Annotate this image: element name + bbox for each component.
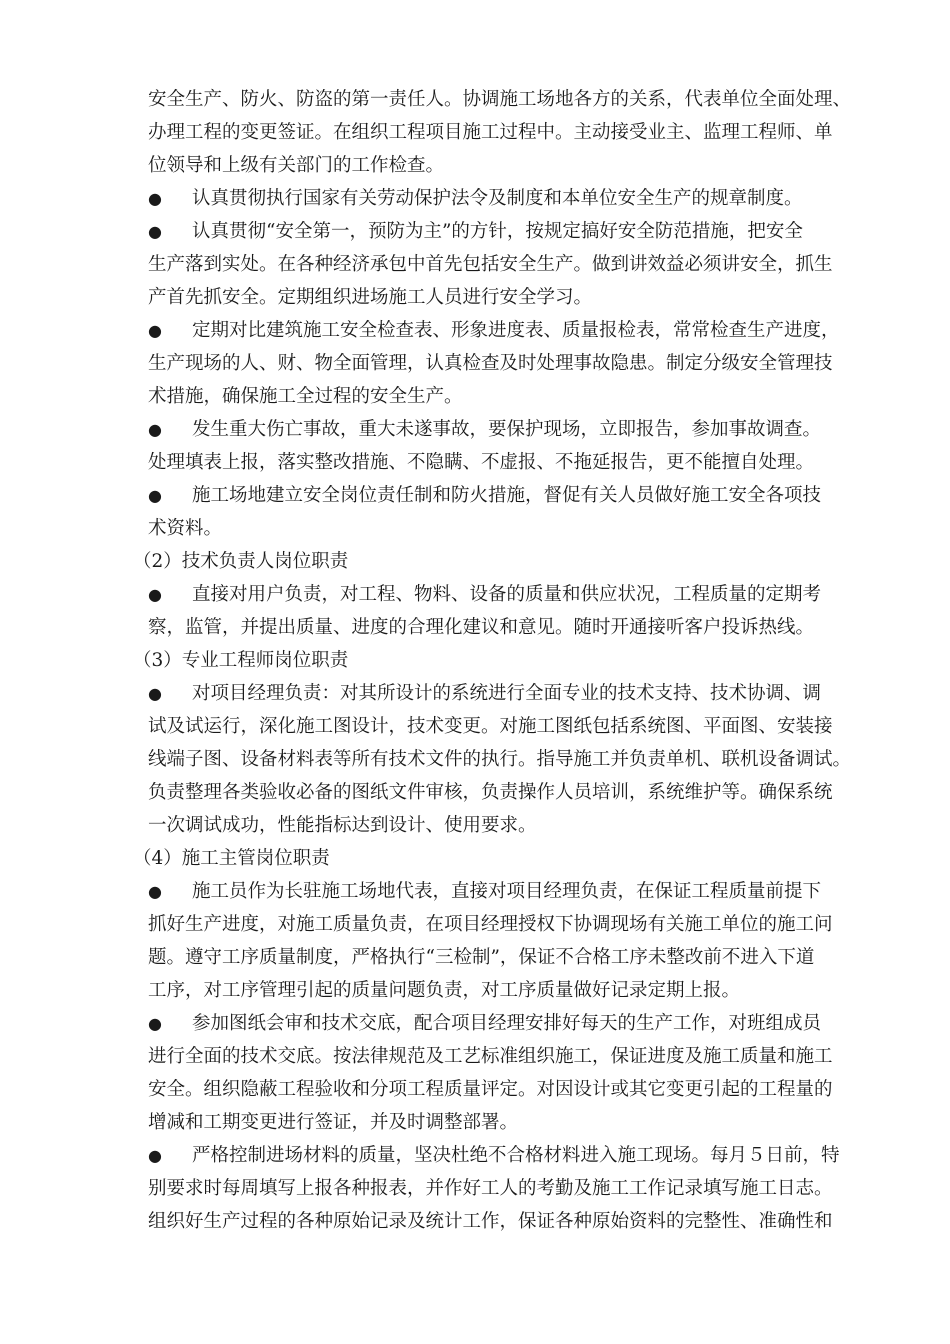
text-line: 安全生产、防火、防盗的第一责任人。协调施工场地各方的关系，代表单位全面处理、 bbox=[148, 89, 852, 110]
section-heading: （2）技术负责人岗位职责 bbox=[133, 551, 349, 572]
text-line: 抓好生产进度，对施工质量负责，在项目经理授权下协调现场有关施工单位的施工问 bbox=[148, 914, 833, 935]
section-heading: （3）专业工程师岗位职责 bbox=[133, 650, 349, 671]
bullet-icon: ● bbox=[148, 189, 162, 208]
bullet-line: 直接对用户负责，对工程、物料、设备的质量和供应状况，工程质量的定期考 bbox=[192, 584, 822, 605]
bullet-line: 认真贯彻“安全第一，预防为主”的方针，按规定搞好安全防范措施，把安全 bbox=[192, 221, 803, 242]
text-line: 负责整理各类验收必备的图纸文件审核，负责操作人员培训，系统维护等。确保系统 bbox=[148, 782, 833, 803]
text-line: 一次调试成功，性能指标达到设计、使用要求。 bbox=[148, 815, 537, 836]
bullet-icon: ● bbox=[148, 222, 162, 241]
text-line: 线端子图、设备材料表等所有技术文件的执行。指导施工并负责单机、联机设备调试。 bbox=[148, 749, 852, 770]
bullet-icon: ● bbox=[148, 321, 162, 340]
bullet-icon: ● bbox=[148, 684, 162, 703]
bullet-icon: ● bbox=[148, 420, 162, 439]
text-line: 术措施，确保施工全过程的安全生产。 bbox=[148, 386, 463, 407]
text-line: 组织好生产过程的各种原始记录及统计工作，保证各种原始资料的完整性、准确性和 bbox=[148, 1211, 833, 1232]
text-line: 别要求时每周填写上报各种报表，并作好工人的考勤及施工工作记录填写施工日志。 bbox=[148, 1178, 833, 1199]
bullet-line: 施工员作为长驻施工场地代表，直接对项目经理负责，在保证工程质量前提下 bbox=[192, 881, 822, 902]
text-line: 术资料。 bbox=[148, 518, 223, 539]
bullet-icon: ● bbox=[148, 882, 162, 901]
bullet-line: 施工场地建立安全岗位责任制和防火措施，督促有关人员做好施工安全各项技 bbox=[192, 485, 822, 506]
text-line: 产首先抓安全。定期组织进场施工人员进行安全学习。 bbox=[148, 287, 593, 308]
text-line: 增减和工期变更进行签证，并及时调整部署。 bbox=[148, 1112, 519, 1133]
bullet-line: 参加图纸会审和技术交底，配合项目经理安排好每天的生产工作，对班组成员 bbox=[192, 1013, 822, 1034]
text-line: 工序，对工序管理引起的质量问题负责，对工序质量做好记录定期上报。 bbox=[148, 980, 741, 1001]
text-line: 题。遵守工序质量制度，严格执行“三检制”，保证不合格工序未整改前不进入下道 bbox=[148, 947, 815, 968]
bullet-line: 发生重大伤亡事故，重大未遂事故，要保护现场，立即报告，参加事故调查。 bbox=[192, 419, 822, 440]
text-line: 进行全面的技术交底。按法律规范及工艺标准组织施工，保证进度及施工质量和施工 bbox=[148, 1046, 833, 1067]
bullet-icon: ● bbox=[148, 1146, 162, 1165]
bullet-icon: ● bbox=[148, 486, 162, 505]
bullet-line: 严格控制进场材料的质量，坚决杜绝不合格材料进入施工现场。每月５日前，特 bbox=[192, 1145, 840, 1166]
text-line: 察，监管，并提出质量、进度的合理化建议和意见。随时开通接听客户投诉热线。 bbox=[148, 617, 815, 638]
bullet-line: 对项目经理负责：对其所设计的系统进行全面专业的技术支持、技术协调、调 bbox=[192, 683, 822, 704]
text-line: 处理填表上报，落实整改措施、不隐瞒、不虚报、不拖延报告，更不能擅自处理。 bbox=[148, 452, 815, 473]
bullet-line: 定期对比建筑施工安全检查表、形象进度表、质量报检表，常常检查生产进度， bbox=[192, 320, 840, 341]
text-line: 生产现场的人、财、物全面管理，认真检查及时处理事故隐患。制定分级安全管理技 bbox=[148, 353, 833, 374]
text-line: 办理工程的变更签证。在组织工程项目施工过程中。主动接受业主、监理工程师、单 bbox=[148, 122, 833, 143]
bullet-line: 认真贯彻执行国家有关劳动保护法令及制度和本单位安全生产的规章制度。 bbox=[192, 188, 803, 209]
text-line: 生产落到实处。在各种经济承包中首先包括安全生产。做到讲效益必须讲安全，抓生 bbox=[148, 254, 833, 275]
section-heading: （4）施工主管岗位职责 bbox=[133, 848, 330, 869]
bullet-icon: ● bbox=[148, 585, 162, 604]
text-line: 位领导和上级有关部门的工作检查。 bbox=[148, 155, 445, 176]
text-line: 试及试运行，深化施工图设计，技术变更。对施工图纸包括系统图、平面图、安装接 bbox=[148, 716, 833, 737]
text-line: 安全。组织隐蔽工程验收和分项工程质量评定。对因设计或其它变更引起的工程量的 bbox=[148, 1079, 833, 1100]
bullet-icon: ● bbox=[148, 1014, 162, 1033]
